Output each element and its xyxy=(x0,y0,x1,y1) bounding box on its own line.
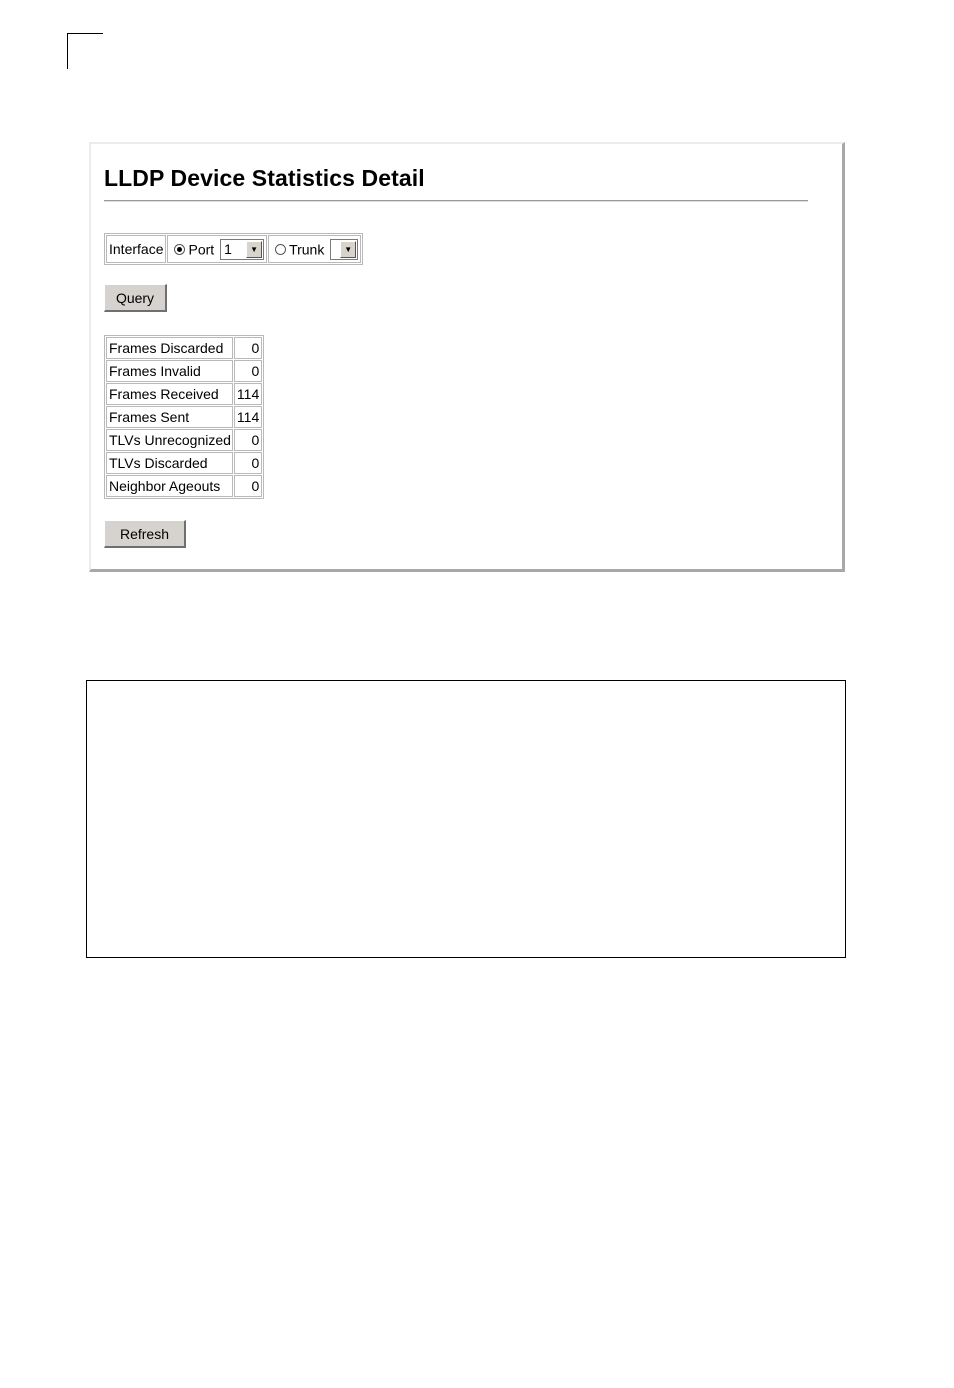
port-option xyxy=(167,235,267,263)
empty-text-box xyxy=(86,680,846,958)
table-row xyxy=(106,360,262,382)
table-row xyxy=(106,337,262,359)
interface-selector xyxy=(104,233,363,265)
title-divider xyxy=(104,200,808,202)
stat-value: 114 xyxy=(234,383,262,405)
table-row xyxy=(106,406,262,428)
stat-label: TLVs Discarded xyxy=(106,452,233,474)
trunk-radio-label: Trunk xyxy=(289,241,325,257)
interface-label-text: Interface xyxy=(109,241,164,257)
port-radio-icon[interactable] xyxy=(174,244,185,255)
stat-label: Frames Received xyxy=(106,383,233,405)
stat-value: 0 xyxy=(234,360,262,382)
table-row xyxy=(106,452,262,474)
query-button[interactable]: Query xyxy=(104,284,167,312)
stat-value: 114 xyxy=(234,406,262,428)
stat-label: TLVs Unrecognized xyxy=(106,429,233,451)
port-select-value: 1 xyxy=(224,240,232,257)
stat-value: 0 xyxy=(234,429,262,451)
chevron-down-icon[interactable]: ▼ xyxy=(246,241,262,258)
port-select[interactable] xyxy=(220,239,264,260)
trunk-option xyxy=(268,235,361,263)
refresh-button[interactable]: Refresh xyxy=(104,520,186,548)
lldp-statistics-panel xyxy=(89,142,845,572)
port-radio-label: Port xyxy=(188,241,215,257)
page-corner-mark-vertical xyxy=(67,33,68,69)
table-row xyxy=(106,383,262,405)
page-title: LLDP Device Statistics Detail xyxy=(104,165,425,191)
page-corner-mark-horizontal xyxy=(67,33,103,34)
stat-label: Frames Invalid xyxy=(106,360,233,382)
trunk-select[interactable] xyxy=(330,239,358,260)
stat-label: Frames Discarded xyxy=(106,337,233,359)
interface-label xyxy=(106,235,166,263)
stat-label: Frames Sent xyxy=(106,406,233,428)
chevron-down-icon[interactable]: ▼ xyxy=(340,241,356,258)
stat-value: 0 xyxy=(234,475,262,497)
table-row xyxy=(106,429,262,451)
stat-label: Neighbor Ageouts xyxy=(106,475,233,497)
stat-value: 0 xyxy=(234,452,262,474)
trunk-radio-icon[interactable] xyxy=(275,244,286,255)
stat-value: 0 xyxy=(234,337,262,359)
table-row xyxy=(106,475,262,497)
statistics-table xyxy=(104,335,264,499)
